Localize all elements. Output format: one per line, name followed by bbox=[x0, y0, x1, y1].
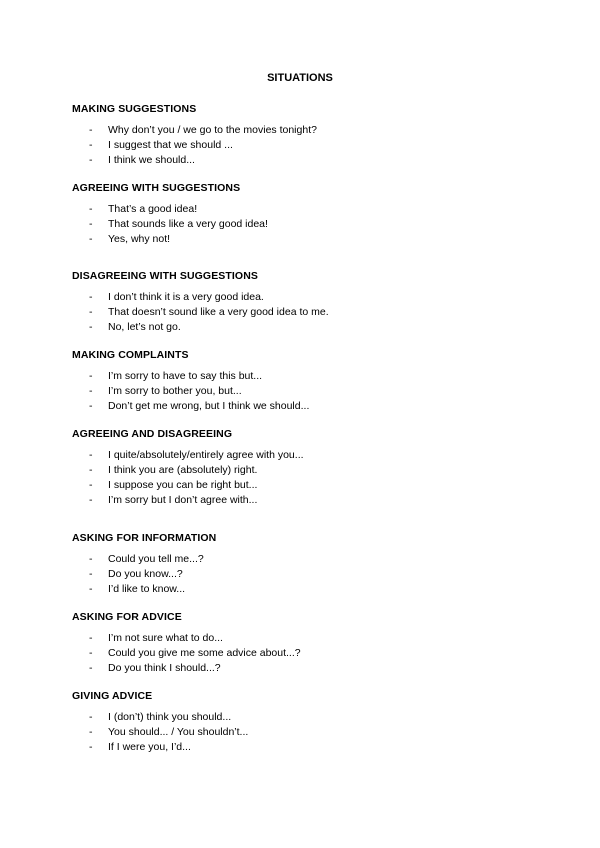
phrase-text: I think we should... bbox=[108, 154, 195, 166]
list-item bbox=[72, 493, 542, 508]
section-agreeing-and-disagreeing bbox=[72, 427, 542, 508]
phrase-text: I quite/absolutely/entirely agree with you... bbox=[108, 449, 304, 461]
phrase-text: I suppose you can be right but... bbox=[108, 479, 258, 491]
list-item bbox=[72, 661, 542, 676]
phrase-text: Do you think I should...? bbox=[108, 662, 221, 674]
phrase-text: That sounds like a very good idea! bbox=[108, 218, 268, 230]
phrase-text: I don’t think it is a very good idea. bbox=[108, 291, 264, 303]
section-asking-for-advice bbox=[72, 610, 542, 676]
dash-bullet: - bbox=[89, 385, 93, 397]
phrase-list bbox=[72, 552, 542, 597]
section-heading: ASKING FOR INFORMATION bbox=[72, 532, 217, 544]
list-item bbox=[72, 725, 542, 740]
phrase-list bbox=[72, 369, 542, 414]
section-giving-advice bbox=[72, 689, 542, 755]
phrase-list bbox=[72, 202, 542, 247]
phrase-text: Could you tell me...? bbox=[108, 553, 204, 565]
phrase-text: I’m sorry but I don’t agree with... bbox=[108, 494, 258, 506]
dash-bullet: - bbox=[89, 370, 93, 382]
page-title: SITUATIONS bbox=[267, 72, 333, 84]
section-heading: ASKING FOR ADVICE bbox=[72, 611, 182, 623]
dash-bullet: - bbox=[89, 726, 93, 738]
dash-bullet: - bbox=[89, 124, 93, 136]
phrase-list bbox=[72, 123, 542, 168]
phrase-text: I’d like to know... bbox=[108, 583, 186, 595]
dash-bullet: - bbox=[89, 203, 93, 215]
phrase-list bbox=[72, 710, 542, 755]
list-item bbox=[72, 582, 542, 597]
phrase-text: That doesn’t sound like a very good idea to me. bbox=[108, 306, 329, 318]
section-disagreeing-with-suggestions bbox=[72, 269, 542, 335]
dash-bullet: - bbox=[89, 218, 93, 230]
list-item bbox=[72, 740, 542, 755]
dash-bullet: - bbox=[89, 553, 93, 565]
list-item bbox=[72, 478, 542, 493]
phrase-text: You should... / You shouldn’t... bbox=[108, 726, 249, 738]
list-item bbox=[72, 448, 542, 463]
section-making-suggestions bbox=[72, 102, 542, 168]
list-item bbox=[72, 290, 542, 305]
dash-bullet: - bbox=[89, 291, 93, 303]
phrase-text: I’m sorry to have to say this but... bbox=[108, 370, 263, 382]
phrase-text: I (don’t) think you should... bbox=[108, 711, 232, 723]
dash-bullet: - bbox=[89, 741, 93, 753]
dash-bullet: - bbox=[89, 321, 93, 333]
dash-bullet: - bbox=[89, 711, 93, 723]
list-item bbox=[72, 305, 542, 320]
phrase-text: Do you know...? bbox=[108, 568, 183, 580]
list-item bbox=[72, 646, 542, 661]
section-agreeing-with-suggestions bbox=[72, 181, 542, 247]
section-making-complaints bbox=[72, 348, 542, 414]
phrase-list bbox=[72, 290, 542, 335]
dash-bullet: - bbox=[89, 306, 93, 318]
list-item bbox=[72, 202, 542, 217]
section-heading: MAKING SUGGESTIONS bbox=[72, 103, 197, 115]
dash-bullet: - bbox=[89, 449, 93, 461]
phrase-text: I’m sorry to bother you, but... bbox=[108, 385, 242, 397]
phrase-text: If I were you, I’d... bbox=[108, 741, 191, 753]
section-heading: AGREEING AND DISAGREEING bbox=[72, 428, 233, 440]
list-item bbox=[72, 463, 542, 478]
list-item bbox=[72, 217, 542, 232]
phrase-text: Yes, why not! bbox=[108, 233, 171, 245]
list-item bbox=[72, 567, 542, 582]
dash-bullet: - bbox=[89, 154, 93, 166]
phrase-list bbox=[72, 631, 542, 676]
section-heading: MAKING COMPLAINTS bbox=[72, 349, 189, 361]
phrase-text: Why don’t you / we go to the movies tonight? bbox=[108, 124, 317, 136]
section-heading: GIVING ADVICE bbox=[72, 690, 153, 702]
dash-bullet: - bbox=[89, 632, 93, 644]
list-item bbox=[72, 399, 542, 414]
dash-bullet: - bbox=[89, 400, 93, 412]
dash-bullet: - bbox=[89, 583, 93, 595]
list-item bbox=[72, 123, 542, 138]
dash-bullet: - bbox=[89, 647, 93, 659]
phrase-text: Could you give me some advice about...? bbox=[108, 647, 301, 659]
list-item bbox=[72, 153, 542, 168]
dash-bullet: - bbox=[89, 662, 93, 674]
phrase-text: I’m not sure what to do... bbox=[108, 632, 223, 644]
section-heading: AGREEING WITH SUGGESTIONS bbox=[72, 182, 241, 194]
list-item bbox=[72, 320, 542, 335]
phrase-list bbox=[72, 448, 542, 508]
dash-bullet: - bbox=[89, 139, 93, 151]
list-item bbox=[72, 552, 542, 567]
list-item bbox=[72, 710, 542, 725]
list-item bbox=[72, 631, 542, 646]
list-item bbox=[72, 232, 542, 247]
list-item bbox=[72, 384, 542, 399]
dash-bullet: - bbox=[89, 479, 93, 491]
section-heading: DISAGREEING WITH SUGGESTIONS bbox=[72, 270, 258, 282]
list-item bbox=[72, 369, 542, 384]
dash-bullet: - bbox=[89, 568, 93, 580]
phrase-text: I suggest that we should ... bbox=[108, 139, 233, 151]
phrase-text: That’s a good idea! bbox=[108, 203, 198, 215]
dash-bullet: - bbox=[89, 233, 93, 245]
phrase-text: Don’t get me wrong, but I think we should... bbox=[108, 400, 310, 412]
dash-bullet: - bbox=[89, 494, 93, 506]
list-item bbox=[72, 138, 542, 153]
dash-bullet: - bbox=[89, 464, 93, 476]
section-asking-for-information bbox=[72, 531, 542, 597]
phrase-text: No, let’s not go. bbox=[108, 321, 181, 333]
phrase-text: I think you are (absolutely) right. bbox=[108, 464, 258, 476]
